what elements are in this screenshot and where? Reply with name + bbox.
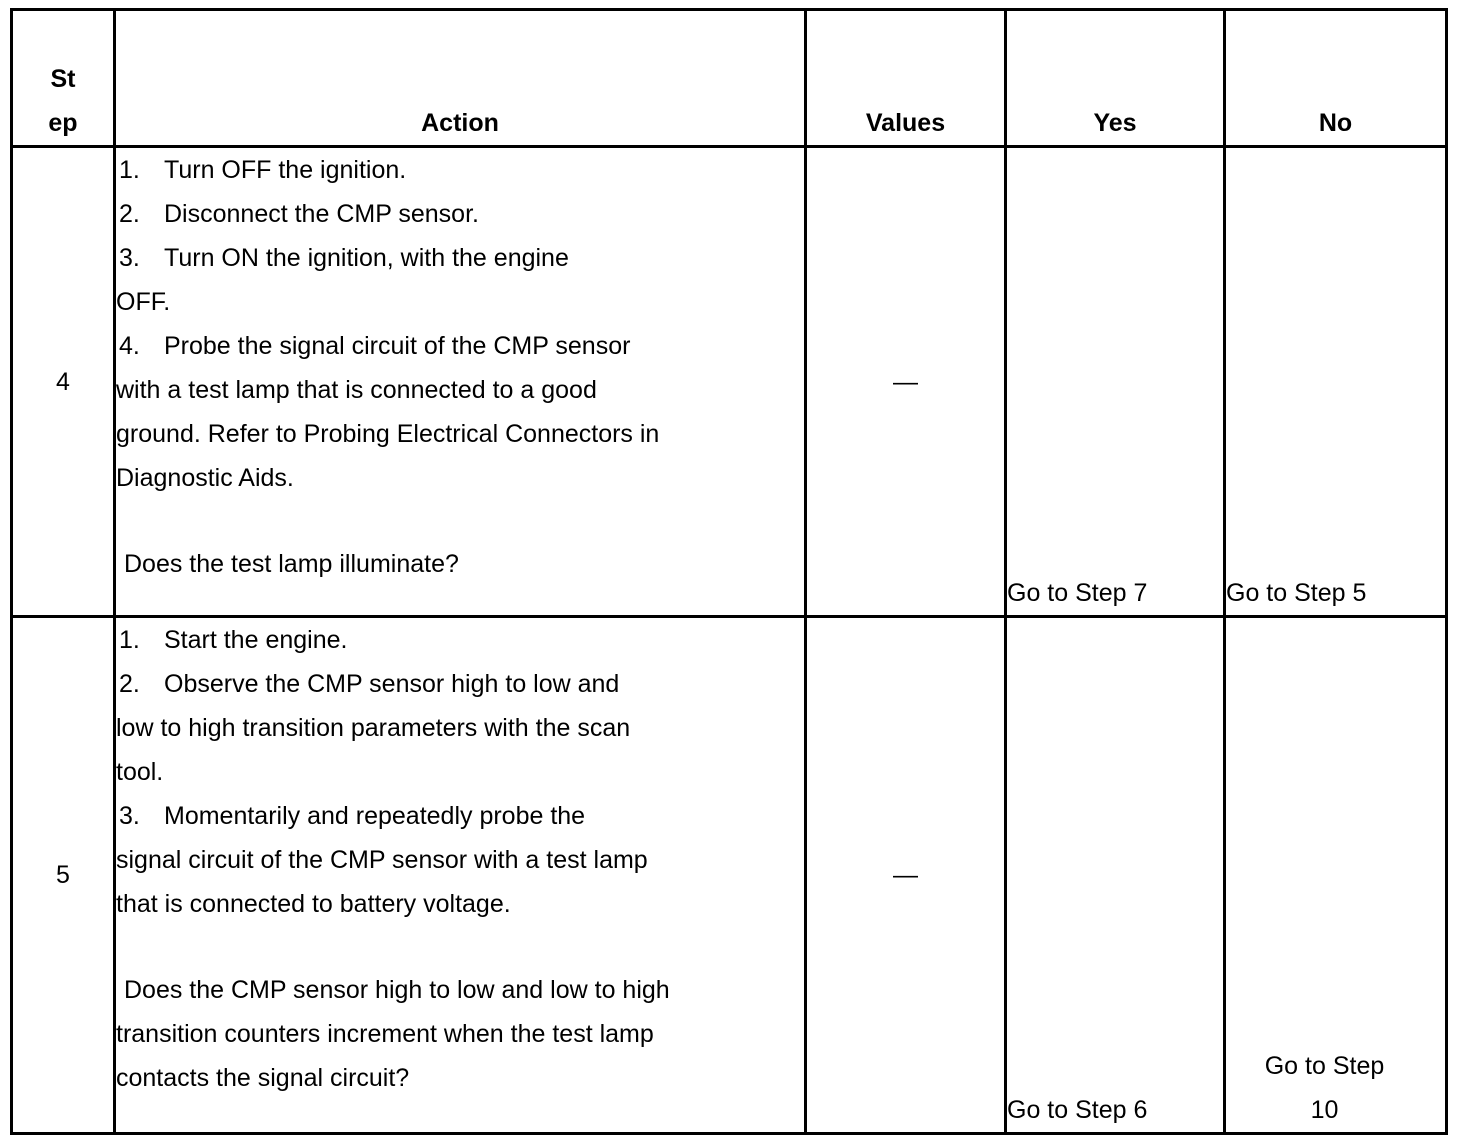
action-item-cont: tool.	[116, 758, 164, 786]
step-number: 5	[12, 617, 115, 1134]
action-item-cont: low to high transition parameters with the scan	[116, 714, 631, 742]
action-item: 3. Momentarily and repeatedly probe the	[119, 802, 586, 830]
header-step-line1: St	[50, 65, 76, 93]
action-item-cont: that is connected to battery voltage.	[116, 890, 511, 918]
yes-cell: Go to Step 6	[1006, 617, 1225, 1134]
header-step-line2: ep	[48, 109, 78, 137]
action-question-cont: transition counters increment when the test lamp	[116, 1020, 654, 1048]
header-no: No	[1225, 10, 1447, 147]
action-cell	[115, 617, 806, 1134]
header-action: Action	[115, 10, 806, 147]
action-cell	[115, 147, 806, 617]
action-item-cont: ground. Refer to Probing Electrical Connectors in	[116, 420, 660, 448]
step-number: 4	[12, 147, 115, 617]
action-item: 1. Turn OFF the ignition.	[119, 156, 407, 184]
header-row	[12, 10, 1447, 147]
action-item: 4. Probe the signal circuit of the CMP sensor	[119, 332, 631, 360]
header-yes: Yes	[1006, 10, 1225, 147]
action-item: 2. Observe the CMP sensor high to low and	[119, 670, 620, 698]
table-row-step-5	[12, 617, 1447, 1134]
values-cell: —	[806, 147, 1006, 617]
diagnostic-table	[10, 8, 1448, 1135]
action-item-cont: with a test lamp that is connected to a good	[116, 376, 597, 404]
action-item-cont: OFF.	[116, 288, 171, 316]
no-cell: Go to Step 5	[1225, 147, 1447, 617]
action-question: Does the test lamp illuminate?	[124, 550, 459, 578]
action-item: 3. Turn ON the ignition, with the engine	[119, 244, 569, 272]
table-row-step-4	[12, 147, 1447, 617]
yes-cell: Go to Step 7	[1006, 147, 1225, 617]
header-step	[12, 10, 115, 147]
action-question: Does the CMP sensor high to low and low to high	[124, 976, 670, 1004]
no-cell-line2: 10	[1310, 1096, 1339, 1124]
action-question-cont: contacts the signal circuit?	[116, 1064, 410, 1092]
no-cell-line1: Go to Step	[1264, 1052, 1385, 1080]
header-values: Values	[806, 10, 1006, 147]
no-cell	[1225, 617, 1447, 1134]
action-item: 1. Start the engine.	[119, 626, 348, 654]
values-cell: —	[806, 617, 1006, 1134]
action-item-cont: Diagnostic Aids.	[116, 464, 294, 492]
action-item: 2. Disconnect the CMP sensor.	[119, 200, 479, 228]
action-item-cont: signal circuit of the CMP sensor with a test lamp	[116, 846, 648, 874]
